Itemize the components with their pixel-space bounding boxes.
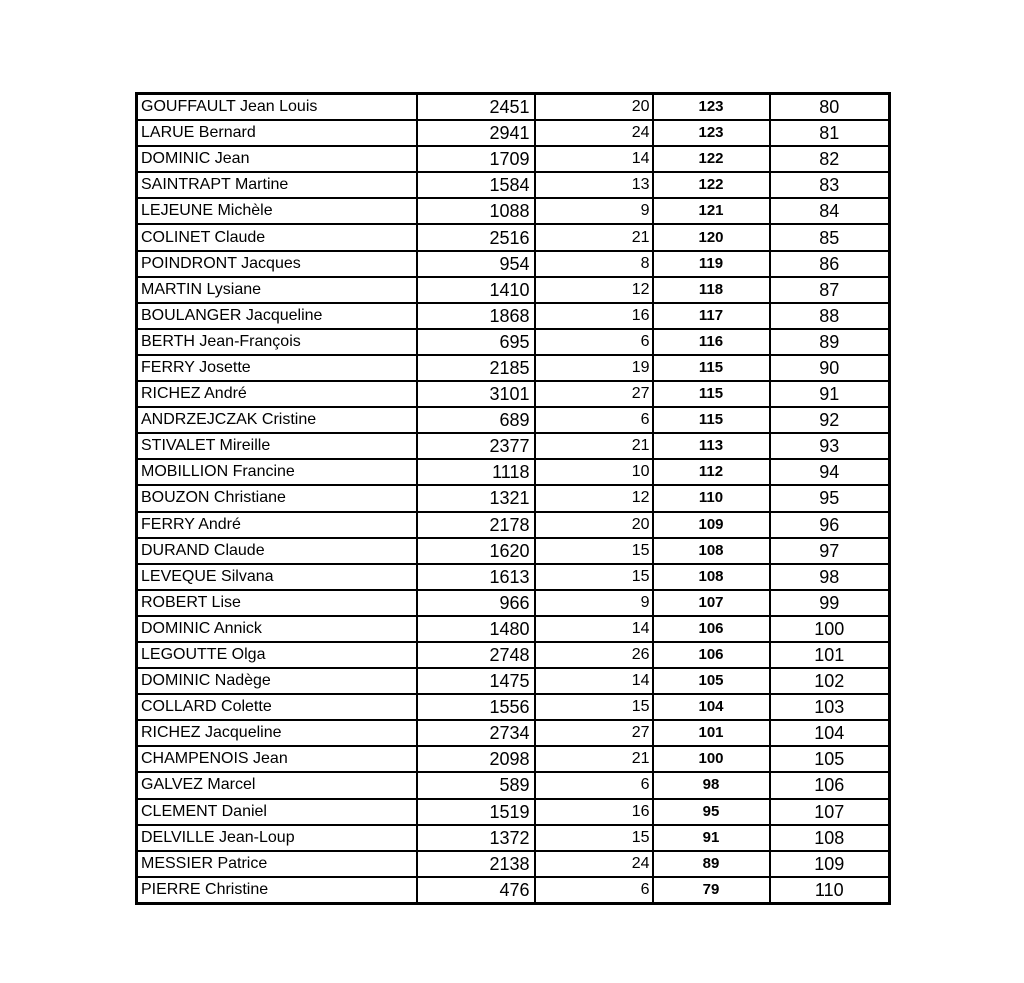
games-count-cell: 27	[535, 720, 653, 746]
table-row	[137, 694, 890, 720]
rank-cell: 107	[770, 799, 890, 825]
player-name-cell: BOULANGER Jacqueline	[137, 303, 417, 329]
player-name-cell: BOUZON Christiane	[137, 485, 417, 511]
rank-cell: 100	[770, 616, 890, 642]
total-score-cell: 1613	[417, 564, 535, 590]
games-count-cell: 21	[535, 433, 653, 459]
average-cell: 89	[653, 851, 770, 877]
average-cell: 122	[653, 146, 770, 172]
games-count-cell: 15	[535, 538, 653, 564]
average-cell: 108	[653, 564, 770, 590]
rank-cell: 84	[770, 198, 890, 224]
total-score-cell: 1709	[417, 146, 535, 172]
games-count-cell: 19	[535, 355, 653, 381]
rank-cell: 90	[770, 355, 890, 381]
rank-cell: 98	[770, 564, 890, 590]
table-row	[137, 564, 890, 590]
total-score-cell: 1475	[417, 668, 535, 694]
total-score-cell: 1321	[417, 485, 535, 511]
player-name-cell: GALVEZ Marcel	[137, 772, 417, 798]
rank-cell: 93	[770, 433, 890, 459]
games-count-cell: 21	[535, 224, 653, 250]
rank-cell: 101	[770, 642, 890, 668]
table-row	[137, 877, 890, 904]
games-count-cell: 15	[535, 694, 653, 720]
average-cell: 105	[653, 668, 770, 694]
table-row	[137, 224, 890, 250]
rank-cell: 96	[770, 512, 890, 538]
rank-cell: 105	[770, 746, 890, 772]
rank-cell: 106	[770, 772, 890, 798]
rank-cell: 104	[770, 720, 890, 746]
player-name-cell: LEVEQUE Silvana	[137, 564, 417, 590]
table-row	[137, 172, 890, 198]
total-score-cell: 1088	[417, 198, 535, 224]
games-count-cell: 15	[535, 825, 653, 851]
total-score-cell: 1410	[417, 277, 535, 303]
total-score-cell: 954	[417, 251, 535, 277]
total-score-cell: 1519	[417, 799, 535, 825]
average-cell: 120	[653, 224, 770, 250]
player-name-cell: MOBILLION Francine	[137, 459, 417, 485]
rank-cell: 88	[770, 303, 890, 329]
table-row	[137, 329, 890, 355]
total-score-cell: 966	[417, 590, 535, 616]
table-row	[137, 825, 890, 851]
table-row	[137, 512, 890, 538]
rank-cell: 109	[770, 851, 890, 877]
total-score-cell: 2516	[417, 224, 535, 250]
rank-cell: 89	[770, 329, 890, 355]
table-row	[137, 277, 890, 303]
average-cell: 115	[653, 381, 770, 407]
table-row	[137, 120, 890, 146]
average-cell: 122	[653, 172, 770, 198]
games-count-cell: 14	[535, 146, 653, 172]
average-cell: 91	[653, 825, 770, 851]
table-row	[137, 851, 890, 877]
total-score-cell: 2734	[417, 720, 535, 746]
table-row	[137, 746, 890, 772]
rank-cell: 86	[770, 251, 890, 277]
table-row	[137, 590, 890, 616]
total-score-cell: 1480	[417, 616, 535, 642]
player-name-cell: LARUE Bernard	[137, 120, 417, 146]
rank-cell: 82	[770, 146, 890, 172]
average-cell: 108	[653, 538, 770, 564]
rank-cell: 110	[770, 877, 890, 904]
games-count-cell: 6	[535, 329, 653, 355]
table-row	[137, 772, 890, 798]
table-row	[137, 355, 890, 381]
rank-cell: 97	[770, 538, 890, 564]
average-cell: 121	[653, 198, 770, 224]
total-score-cell: 3101	[417, 381, 535, 407]
total-score-cell: 1556	[417, 694, 535, 720]
rank-cell: 92	[770, 407, 890, 433]
player-name-cell: MESSIER Patrice	[137, 851, 417, 877]
total-score-cell: 1868	[417, 303, 535, 329]
total-score-cell: 589	[417, 772, 535, 798]
games-count-cell: 6	[535, 772, 653, 798]
player-name-cell: ROBERT Lise	[137, 590, 417, 616]
average-cell: 98	[653, 772, 770, 798]
player-name-cell: FERRY Josette	[137, 355, 417, 381]
player-name-cell: DOMINIC Nadège	[137, 668, 417, 694]
table-row	[137, 720, 890, 746]
total-score-cell: 1118	[417, 459, 535, 485]
table-row	[137, 538, 890, 564]
player-name-cell: DOMINIC Jean	[137, 146, 417, 172]
total-score-cell: 2941	[417, 120, 535, 146]
games-count-cell: 6	[535, 407, 653, 433]
average-cell: 115	[653, 355, 770, 381]
player-name-cell: COLINET Claude	[137, 224, 417, 250]
rank-cell: 87	[770, 277, 890, 303]
table-row	[137, 433, 890, 459]
total-score-cell: 1620	[417, 538, 535, 564]
average-cell: 109	[653, 512, 770, 538]
player-name-cell: STIVALET Mireille	[137, 433, 417, 459]
player-name-cell: LEJEUNE Michèle	[137, 198, 417, 224]
average-cell: 104	[653, 694, 770, 720]
games-count-cell: 20	[535, 94, 653, 121]
player-name-cell: DELVILLE Jean-Loup	[137, 825, 417, 851]
results-table	[135, 92, 891, 905]
games-count-cell: 10	[535, 459, 653, 485]
table-row	[137, 94, 890, 121]
table-row	[137, 616, 890, 642]
games-count-cell: 27	[535, 381, 653, 407]
total-score-cell: 2748	[417, 642, 535, 668]
games-count-cell: 20	[535, 512, 653, 538]
table-row	[137, 198, 890, 224]
player-name-cell: COLLARD Colette	[137, 694, 417, 720]
average-cell: 116	[653, 329, 770, 355]
total-score-cell: 1372	[417, 825, 535, 851]
games-count-cell: 6	[535, 877, 653, 904]
total-score-cell: 2178	[417, 512, 535, 538]
games-count-cell: 16	[535, 303, 653, 329]
games-count-cell: 9	[535, 590, 653, 616]
player-name-cell: POINDRONT Jacques	[137, 251, 417, 277]
average-cell: 118	[653, 277, 770, 303]
average-cell: 117	[653, 303, 770, 329]
table-row	[137, 668, 890, 694]
games-count-cell: 15	[535, 564, 653, 590]
average-cell: 115	[653, 407, 770, 433]
player-name-cell: RICHEZ Jacqueline	[137, 720, 417, 746]
games-count-cell: 14	[535, 668, 653, 694]
player-name-cell: FERRY André	[137, 512, 417, 538]
games-count-cell: 13	[535, 172, 653, 198]
games-count-cell: 26	[535, 642, 653, 668]
rank-cell: 85	[770, 224, 890, 250]
rank-cell: 94	[770, 459, 890, 485]
player-name-cell: PIERRE Christine	[137, 877, 417, 904]
games-count-cell: 12	[535, 485, 653, 511]
games-count-cell: 8	[535, 251, 653, 277]
average-cell: 107	[653, 590, 770, 616]
average-cell: 123	[653, 94, 770, 121]
total-score-cell: 2451	[417, 94, 535, 121]
rank-cell: 83	[770, 172, 890, 198]
player-name-cell: ANDRZEJCZAK Cristine	[137, 407, 417, 433]
games-count-cell: 14	[535, 616, 653, 642]
total-score-cell: 689	[417, 407, 535, 433]
rank-cell: 80	[770, 94, 890, 121]
average-cell: 123	[653, 120, 770, 146]
total-score-cell: 695	[417, 329, 535, 355]
average-cell: 106	[653, 642, 770, 668]
games-count-cell: 24	[535, 851, 653, 877]
table-row	[137, 799, 890, 825]
player-name-cell: DURAND Claude	[137, 538, 417, 564]
games-count-cell: 16	[535, 799, 653, 825]
table-row	[137, 146, 890, 172]
player-name-cell: MARTIN Lysiane	[137, 277, 417, 303]
average-cell: 113	[653, 433, 770, 459]
rank-cell: 99	[770, 590, 890, 616]
games-count-cell: 12	[535, 277, 653, 303]
player-name-cell: LEGOUTTE Olga	[137, 642, 417, 668]
player-name-cell: GOUFFAULT Jean Louis	[137, 94, 417, 121]
average-cell: 112	[653, 459, 770, 485]
player-name-cell: RICHEZ André	[137, 381, 417, 407]
total-score-cell: 2138	[417, 851, 535, 877]
average-cell: 101	[653, 720, 770, 746]
player-name-cell: SAINTRAPT Martine	[137, 172, 417, 198]
player-name-cell: DOMINIC Annick	[137, 616, 417, 642]
table-row	[137, 381, 890, 407]
table-row	[137, 303, 890, 329]
rank-cell: 103	[770, 694, 890, 720]
total-score-cell: 2377	[417, 433, 535, 459]
player-name-cell: BERTH Jean-François	[137, 329, 417, 355]
results-table-body	[137, 94, 890, 904]
rank-cell: 95	[770, 485, 890, 511]
average-cell: 95	[653, 799, 770, 825]
games-count-cell: 9	[535, 198, 653, 224]
table-row	[137, 251, 890, 277]
player-name-cell: CHAMPENOIS Jean	[137, 746, 417, 772]
average-cell: 106	[653, 616, 770, 642]
table-row	[137, 642, 890, 668]
rank-cell: 102	[770, 668, 890, 694]
average-cell: 110	[653, 485, 770, 511]
games-count-cell: 24	[535, 120, 653, 146]
total-score-cell: 476	[417, 877, 535, 904]
rank-cell: 108	[770, 825, 890, 851]
table-row	[137, 459, 890, 485]
table-row	[137, 407, 890, 433]
rank-cell: 91	[770, 381, 890, 407]
average-cell: 79	[653, 877, 770, 904]
total-score-cell: 1584	[417, 172, 535, 198]
total-score-cell: 2185	[417, 355, 535, 381]
average-cell: 119	[653, 251, 770, 277]
games-count-cell: 21	[535, 746, 653, 772]
average-cell: 100	[653, 746, 770, 772]
total-score-cell: 2098	[417, 746, 535, 772]
table-row	[137, 485, 890, 511]
rank-cell: 81	[770, 120, 890, 146]
player-name-cell: CLEMENT Daniel	[137, 799, 417, 825]
